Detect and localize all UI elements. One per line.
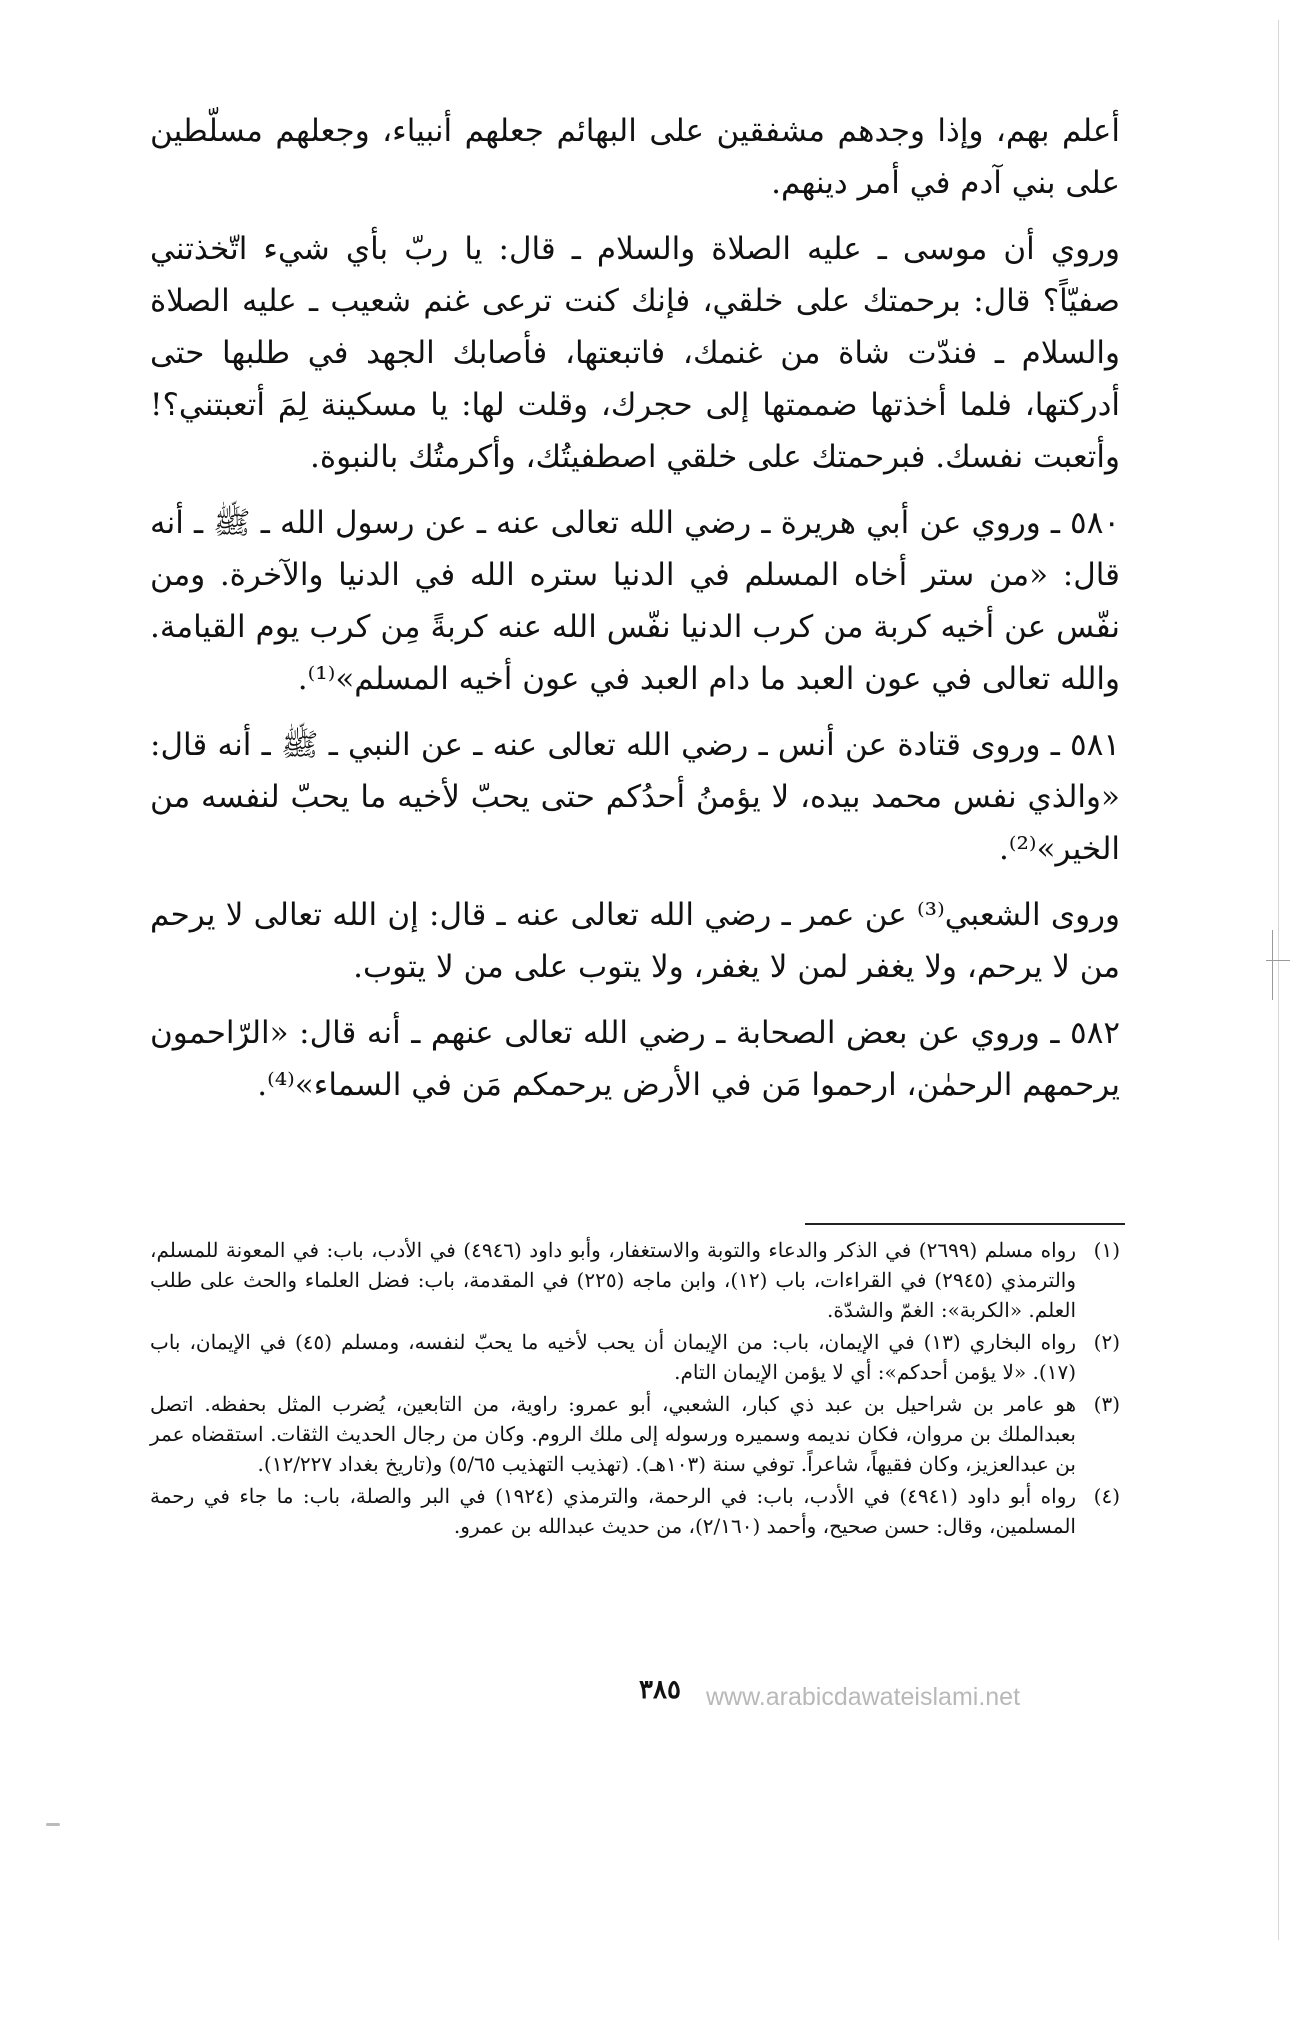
footnote-number: (٤): [1093, 1484, 1120, 1508]
footnote-number: (١): [1093, 1238, 1120, 1262]
scan-speck: [46, 1823, 60, 1826]
paragraph-musa: وروي أن موسى ـ عليه الصلاة والسلام ـ قال: يا ربّ بأي شيء اتّخذتني صفيّاً؟ قال: برحمتك على خلقي، فإنك كنت ترعى غنم شعيب ـ عليه الصلاة والسلام ـ فندّت شاة من غنمك، فاتبعتها، فأصابك الجهد في طلبها حتى أدركتها، فلما أخذتها ضممتها إلى حجرك، وقلت لها: يا مسكينة لِمَ أتعبتني؟! وأتعبت نفسك. فبرحمتك على خلقي اصطفيتُك، وأكرمتُك بالنبوة.: [150, 231, 1120, 475]
footnote-text: هو عامر بن شراحيل بن عبد ذي كبار، الشعبي، أبو عمرو: راوية، من التابعين، يُضرب المثل بحفظه. اتصل بعبدالملك بن مروان، فكان نديمه وسميره ورسوله إلى ملك الروم. وكان من رجال الحديث الثقات. استقضاه عمر بن عبدالعزيز، وكان فقيهاً، شاعراً. توفي سنة (١٠٣هـ). (تهذيب التهذيب ٥/٦٥) و(تاريخ بغداد ١٢/٢٢٧).: [150, 1392, 1076, 1476]
footnote-number: (٢): [1093, 1330, 1120, 1354]
paragraph-continuation: أعلم بهم، وإذا وجدهم مشفقين على البهائم جعلهم أنبياء، وجعلهم مسلّطين على بني آدم في أمر دينهم.: [150, 113, 1120, 201]
footnote-text: رواه البخاري (١٣) في الإيمان، باب: من الإيمان أن يحب لأخيه ما يحبّ لنفسه، ومسلم (٤٥) في الإيمان، باب (١٧). «لا يؤمن أحدكم»: أي لا يؤمن الإيمان التام.: [150, 1330, 1077, 1384]
paragraph-hadith-582: ٥٨٢ ـ وروي عن بعض الصحابة ـ رضي الله تعالى عنهم ـ أنه قال: «الرّاحمون يرحمهم الرحمٰن، ارحموا مَن في الأرض يرحمكم مَن في السماء»⁽⁴⁾.: [150, 1015, 1120, 1103]
paragraph-hadith-580: ٥٨٠ ـ وروي عن أبي هريرة ـ رضي الله تعالى عنه ـ عن رسول الله ـ ﷺ ـ أنه قال: «من ستر أخاه المسلم في الدنيا ستره الله في الدنيا والآخرة. ومن نفّس عن أخيه كربة من كرب الدنيا نفّس الله عنه كربةً مِن كرب يوم القيامة. والله تعالى في عون العبد ما دام العبد في عون أخيه المسلم»⁽¹⁾.: [150, 505, 1120, 697]
main-text: [150, 105, 1120, 1111]
footnote: [150, 1235, 1120, 1325]
scan-edge-mark: [1272, 930, 1273, 1000]
watermark-url: www.arabicdawateislami.net: [706, 1683, 1021, 1711]
footnotes: [150, 1235, 1120, 1543]
footnote-separator: [805, 1223, 1125, 1225]
footnote-text: رواه مسلم (٢٦٩٩) في الذكر والدعاء والتوبة والاستغفار، وأبو داود (٤٩٤٦) في الأدب، باب: في المعونة للمسلم، والترمذي (٢٩٤٥) في القراءات، باب (١٢)، وابن ماجه (٢٢٥) في المقدمة، باب: فضل العلماء والحث على طلب العلم. «الكربة»: الغمّ والشدّة.: [150, 1238, 1077, 1322]
footnote: [150, 1481, 1120, 1541]
footnote-text: رواه أبو داود (٤٩٤١) في الأدب، باب: في الرحمة، والترمذي (١٩٢٤) في البر والصلة، باب: ما جاء في رحمة المسلمين، وقال: حسن صحيح، وأحمد (٢/١٦٠)، من حديث عبدالله بن عمرو.: [150, 1484, 1077, 1538]
footnote: [150, 1389, 1120, 1479]
page-number: ٣٨٥: [639, 1675, 681, 1705]
footnote-number: (٣): [1093, 1392, 1120, 1416]
scan-edge-tick: [1266, 960, 1290, 961]
footnote: [150, 1327, 1120, 1387]
scan-edge-line: [1278, 20, 1279, 1940]
paragraph-hadith-581: ٥٨١ ـ وروى قتادة عن أنس ـ رضي الله تعالى عنه ـ عن النبي ـ ﷺ ـ أنه قال: «والذي نفس محمد بيده، لا يؤمنُ أحدُكم حتى يحبّ لأخيه ما يحبّ لنفسه من الخير»⁽²⁾.: [150, 727, 1120, 867]
paragraph-shabi: وروى الشعبي⁽³⁾ عن عمر ـ رضي الله تعالى عنه ـ قال: إن الله تعالى لا يرحم من لا يرحم، ولا يغفر لمن لا يغفر، ولا يتوب على من لا يتوب.: [150, 897, 1120, 985]
